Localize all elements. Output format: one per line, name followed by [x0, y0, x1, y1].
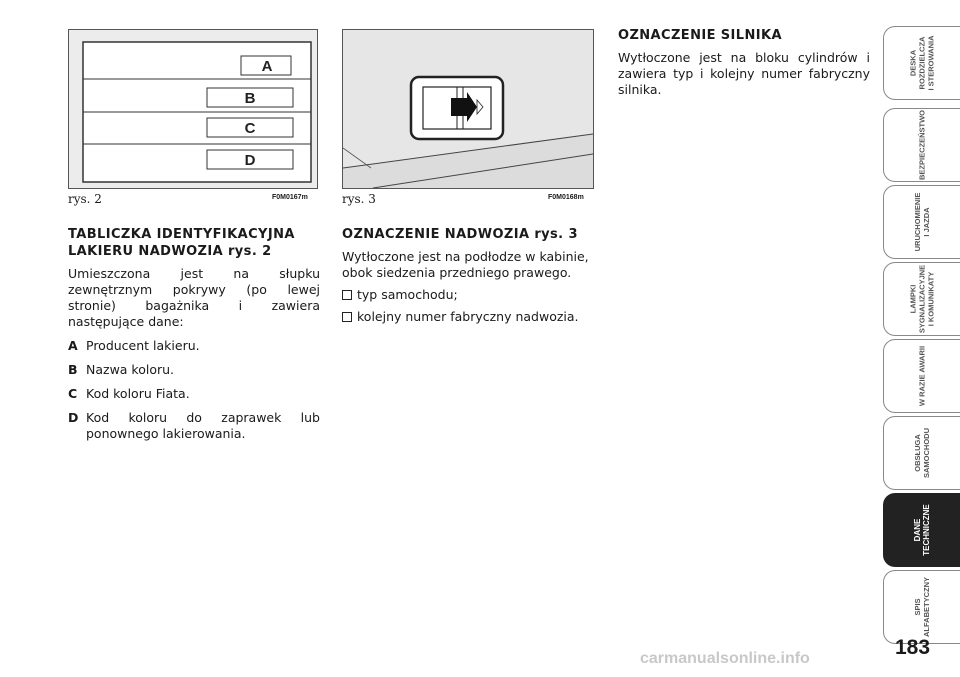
section-paint-plate — [68, 226, 320, 442]
tab-uruchomienie[interactable]: URUCHOMIENIE I JAZDA — [883, 185, 960, 259]
plate-label-c: C — [244, 120, 256, 137]
section-engine-marking — [618, 27, 870, 98]
plate-label-b: B — [244, 90, 256, 107]
watermark: carmanualsonline.info — [640, 650, 810, 667]
item-text: Producent lakieru. — [86, 338, 200, 353]
plate-label-d: D — [244, 152, 256, 169]
body-marking-illustration — [343, 30, 593, 188]
tab-bezpieczenstwo[interactable]: BEZPIECZEŃSTWO — [883, 108, 960, 182]
section3-text: Wytłoczone jest na bloku cylindrów i zawiera typ i kolejny numer fabryczny silnika. — [618, 50, 870, 97]
list-item — [68, 338, 320, 354]
section1-intro: Umieszczona jest na słupku zewnętrznym pokrywy (po lewej stronie) bagażnika i zawiera następujące dane: — [68, 266, 320, 329]
plate-label-a: A — [261, 58, 273, 75]
checkbox-bullet-icon — [342, 290, 352, 300]
page-number: 183 — [895, 636, 931, 659]
checkbox-bullet-icon — [342, 312, 352, 322]
figure2-caption: rys. 2 — [68, 192, 102, 206]
item-letter: C — [68, 386, 78, 401]
tab-spis-alfabetyczny[interactable]: SPIS ALFABETYCZNY — [883, 570, 960, 644]
item-letter: B — [68, 362, 78, 377]
bullet-text: typ samochodu; — [357, 287, 458, 302]
tab-w-razie-awarii[interactable]: W RAZIE AWARII — [883, 339, 960, 413]
figure2-code: F0M0167m — [272, 194, 308, 201]
tab-dane-techniczne[interactable]: DANE TECHNICZNE — [883, 493, 960, 567]
section2-intro: Wytłoczone jest na podłodze w kabinie, obok siedzenia przedniego prawego. — [342, 249, 589, 280]
bullet-text: kolejny numer fabryczny nadwozia. — [357, 309, 579, 324]
tab-lampki[interactable]: LAMPKI SYGNALIZACYJNE I KOMUNIKATY — [883, 262, 960, 336]
list-item — [68, 410, 320, 442]
item-text: Kod koloru do zaprawek lub ponownego lakierowania. — [86, 410, 320, 441]
item-letter: A — [68, 338, 78, 353]
section1-heading: TABLICZKA IDENTYFIKACYJNA LAKIERU NADWOZIA rys. 2 — [68, 227, 295, 259]
figure3-caption: rys. 3 — [342, 192, 376, 206]
paint-plate-illustration — [69, 30, 317, 188]
list-item — [342, 287, 596, 303]
tab-obsluga[interactable]: OBSŁUGA SAMOCHODU — [883, 416, 960, 490]
tab-deska-rozdzielcza[interactable]: DESKA ROZDZIELCZA I STEROWANIA — [883, 26, 960, 100]
list-item — [342, 309, 596, 325]
item-text: Nazwa koloru. — [86, 362, 175, 377]
list-item — [68, 386, 320, 402]
figure3-code: F0M0168m — [548, 194, 584, 201]
list-item — [68, 362, 320, 378]
section-body-marking — [342, 226, 596, 325]
item-text: Kod koloru Fiata. — [86, 386, 190, 401]
item-letter: D — [68, 410, 79, 425]
figure-body-marking — [342, 29, 594, 189]
section2-heading: OZNACZENIE NADWOZIA rys. 3 — [342, 227, 578, 242]
section3-heading: OZNACZENIE SILNIKA — [618, 28, 782, 43]
figure-paint-plate — [68, 29, 318, 189]
